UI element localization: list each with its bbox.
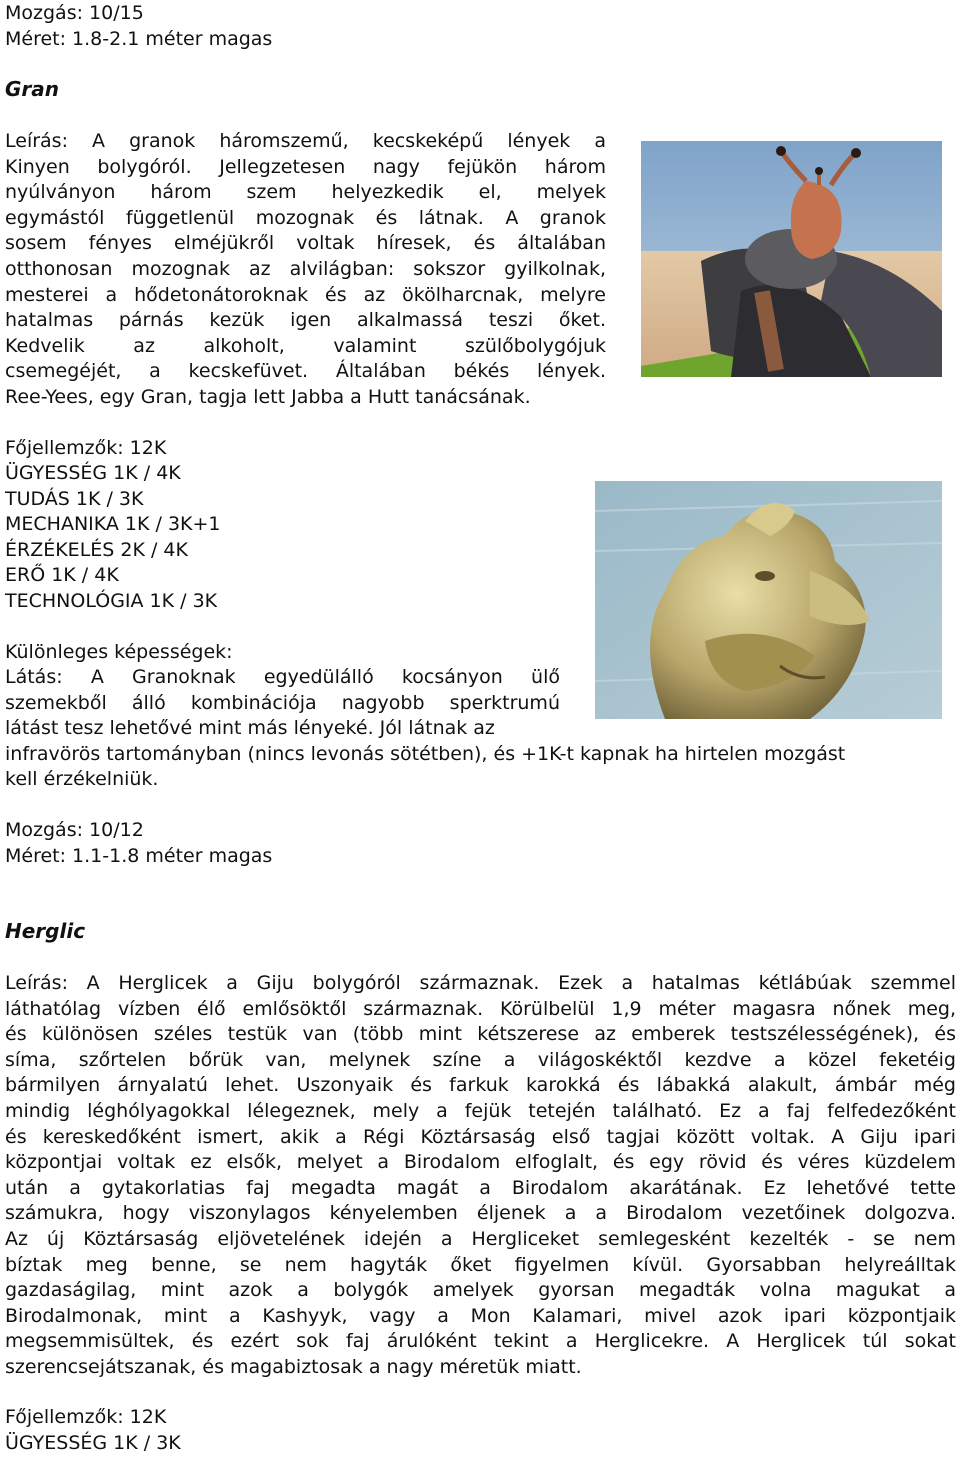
- description-line: bármilyen árnyalatú lehet. Uszonyaik és farkuk karokká és lábakká alakult, ámbár még: [5, 1074, 956, 1097]
- stat-line: TUDÁS 1K / 3K: [5, 488, 144, 510]
- description-line: mindig léghólyagokkal lélegeznek, mely a fejük tetején található. Ez a faj felfedezőként: [5, 1099, 956, 1122]
- description-line: sosem fényes elméjükről voltak híresek, és általában: [5, 232, 606, 255]
- special-line: szemekből álló kombinációja nagyobb sperktrumú: [5, 691, 560, 714]
- description-line: síma, szőrtelen bőrük van, melynek színe a világoskéktől kezdve a közel feketéig: [5, 1048, 956, 1071]
- description-line: egymástól függetlenül mozognak és látnak. A granok: [5, 206, 606, 229]
- species-heading-gran: Gran: [5, 77, 60, 101]
- description-line: gazdaságilag, mint azok a bolygók amelyek gyorsan megadták volna magukat a: [5, 1279, 956, 1302]
- description-line: és különösen széles testük van (több mint kétszerese az emberek testszélességének), és: [5, 1023, 956, 1046]
- description-line: és kereskedőként ismert, akik a Régi Köztársaság első tagjai között voltak. A Giju ipari: [5, 1125, 956, 1148]
- stat-line: Főjellemzők: 12K: [5, 437, 167, 459]
- stat-line: ERŐ 1K / 4K: [5, 564, 119, 586]
- special-abilities-title: Különleges képességek:: [5, 641, 233, 663]
- stat-line: ÜGYESSÉG 1K / 4K: [5, 462, 181, 484]
- stat-line: MECHANIKA 1K / 3K+1: [5, 513, 221, 535]
- stat-line: TECHNOLÓGIA 1K / 3K: [5, 590, 218, 612]
- description-line: számukra, hogy viszonylagos kényelemben éljenek a a Birodalom vezetőinek dolgozva.: [5, 1202, 956, 1225]
- description-line: Leírás: A Herglicek a Giju bolygóról származnak. Ezek a hatalmas kétlábúak szemmel: [5, 972, 956, 994]
- description-line: csemegéjét, a kecskefüvet. Általában békés lények.: [5, 360, 606, 383]
- stat-line: Főjellemzők: 12K: [5, 1406, 167, 1428]
- description-line: mesterei a hődetonátoroknak és az ökölharcnak, melyre: [5, 283, 606, 306]
- special-line: Látás: A Granoknak egyedülálló kocsányon ülő: [5, 666, 560, 688]
- description-line: után a gytakorlatias faj megadta magát a Birodalom akarátának. Ez lehetővé tette: [5, 1176, 956, 1199]
- special-line: látást tesz lehetővé mint más lényeké. Jól látnak az: [5, 717, 495, 739]
- description-line: bíztak meg benne, se nem hagyták őket figyelmen kívül. Gyorsabban helyreálltak: [5, 1253, 956, 1276]
- description-line: központjai voltak ez elsők, melyet a Birodalom elfoglalt, és egy rövid és véres küzdelem: [5, 1151, 956, 1174]
- description-line: Kinyen bolygóról. Jellegzetesen nagy fejükön három: [5, 155, 606, 178]
- stat-line: ÉRZÉKELÉS 2K / 4K: [5, 539, 188, 561]
- gran-size: Méret: 1.1-1.8 méter magas: [5, 845, 273, 867]
- gran-description-last: Ree-Yees, egy Gran, tagja lett Jabba a Hutt tanácsának.: [5, 386, 531, 408]
- description-line: Kedvelik az alkoholt, valamint szülőbolygójuk: [5, 334, 606, 357]
- movement-text: Mozgás: 10/15: [5, 2, 144, 24]
- description-line: Leírás: A granok háromszemű, kecskeképű lények a: [5, 130, 606, 152]
- description-line: láthatólag vízben élő emlősöktől származnak. Körülbelül 1,9 méter magasra nőnek meg,: [5, 997, 956, 1020]
- herglic-description-last: szerencsejátszanak, és magabiztosak a nagy méretük miatt.: [5, 1356, 582, 1378]
- special-abilities-text: [5, 665, 560, 716]
- description-line: nyúlványon három szem helyezkedik el, melyek: [5, 181, 606, 204]
- gran-photo: [641, 141, 942, 377]
- gran-movement: Mozgás: 10/12: [5, 819, 144, 841]
- description-line: Birodalmonak, mint a Kashyyk, vagy a Mon Kalamari, mivel azok ipari központjaik: [5, 1304, 956, 1327]
- herglic-description: [5, 971, 956, 1355]
- description-line: Az új Köztársaság eljövetelének idején a Hergliceket semlegesként kezelték - se nem: [5, 1227, 956, 1250]
- gran-description: [5, 129, 606, 385]
- description-line: hatalmas párnás kezük igen alkalmassá teszi őket.: [5, 309, 606, 332]
- special-line: kell érzékelniük.: [5, 768, 159, 790]
- size-text: Méret: 1.8-2.1 méter magas: [5, 28, 273, 50]
- herglic-photo: [595, 481, 942, 719]
- special-line: infravörös tartományban (nincs levonás sötétben), és +1K-t kapnak ha hirtelen mozgást: [5, 743, 846, 765]
- species-heading-herglic: Herglic: [5, 919, 86, 943]
- stat-line: ÜGYESSÉG 1K / 3K: [5, 1432, 181, 1454]
- description-line: otthonosan mozognak az alvilágban: sokszor gyilkolnak,: [5, 257, 606, 280]
- description-line: megsemmisültek, és ezért sok faj árulóként tekint a Herglicekre. A Herglicek túl sokat: [5, 1330, 956, 1353]
